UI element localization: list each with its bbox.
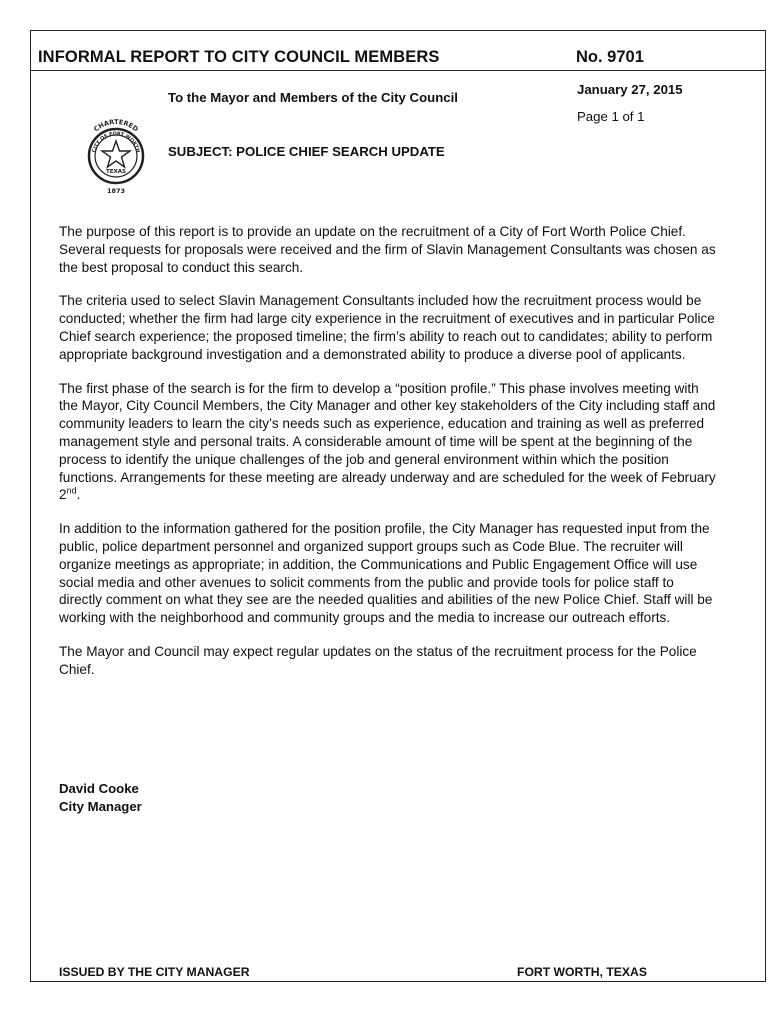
subject-line: SUBJECT: POLICE CHIEF SEARCH UPDATE bbox=[168, 144, 445, 159]
seal-state-text: TEXAS bbox=[106, 169, 126, 175]
seal-year: 1873 bbox=[106, 187, 126, 195]
first-phase-text: The first phase of the search is for the firm to develop a “position profile.” This phase involves meeting with the Mayor, City Council Members, the City Manager and other key stakeholders of the City including staff and community leaders to learn the city’s needs such as experience, education and training as well as preferred management style and personal traits. A considerable amount of time will be spent at the beginning of the process to identify the unique challenges of the job and general environment within which the position functions. Arrangements for these meeting are already underway and are scheduled for the week of February 2 bbox=[59, 380, 716, 503]
seal-star-icon bbox=[102, 141, 130, 167]
ordinal-suffix: nd bbox=[66, 485, 77, 496]
seal-city-text: CITY OF FORT WORTH bbox=[92, 131, 140, 154]
signature-block bbox=[59, 780, 142, 816]
first-phase-end: . bbox=[76, 487, 81, 503]
signer-name: David Cooke bbox=[59, 781, 139, 796]
report-title: INFORMAL REPORT TO CITY COUNCIL MEMBERS bbox=[38, 48, 440, 66]
report-body bbox=[59, 223, 719, 695]
report-number: No. 9701 bbox=[576, 48, 644, 66]
addressee: To the Mayor and Members of the City Council bbox=[168, 90, 458, 105]
report-date: January 27, 2015 bbox=[577, 82, 683, 97]
paragraph-criteria: The criteria used to select Slavin Management Consultants included how the recruitment process would be conducted; whether the firm had large city experience in the recruitment of executives and in particular Police Chief search experience; the proposed timeline; the firm’s ability to reach out to candidates; ability to perform appropriate background investigation and a demonstrated ability to produce a diverse pool of applicants. bbox=[59, 293, 715, 362]
svg-text:CHARTERED bbox=[92, 118, 140, 134]
seal-top-text: CHARTERED bbox=[92, 117, 140, 134]
signer-title: City Manager bbox=[59, 799, 142, 814]
report-header bbox=[31, 31, 765, 71]
footer-location: FORT WORTH, TEXAS bbox=[517, 965, 647, 979]
footer-issued-by: ISSUED BY THE CITY MANAGER bbox=[59, 965, 250, 979]
report-frame bbox=[30, 30, 766, 982]
paragraph-updates: The Mayor and Council may expect regular updates on the status of the recruitment process for the Police Chief. bbox=[59, 643, 697, 677]
page-count: Page 1 of 1 bbox=[577, 109, 645, 124]
paragraph-purpose: The purpose of this report is to provide an update on the recruitment of a City of Fort Worth Police Chief. Several requests for proposals were received and the firm of Slavin Management Consultants was chosen as the best proposal to conduct this search. bbox=[59, 224, 716, 275]
paragraph-public-input: In addition to the information gathered for the position profile, the City Manager has requested input from the public, police department personnel and organized support groups such as Code Blue. The recruiter will organize meetings as appropriate; in addition, the Communications and Public Engagement Office will use social media and other avenues to solicit comments from the public and provide tools for police staff to directly comment on what they see are the needed qualities and abilities of the new Police Chief. Staff will be working with the neighborhood and community groups and the media to increase our outreach efforts. bbox=[59, 521, 713, 626]
city-seal-icon bbox=[78, 101, 154, 213]
paragraph-first-phase bbox=[59, 380, 719, 505]
